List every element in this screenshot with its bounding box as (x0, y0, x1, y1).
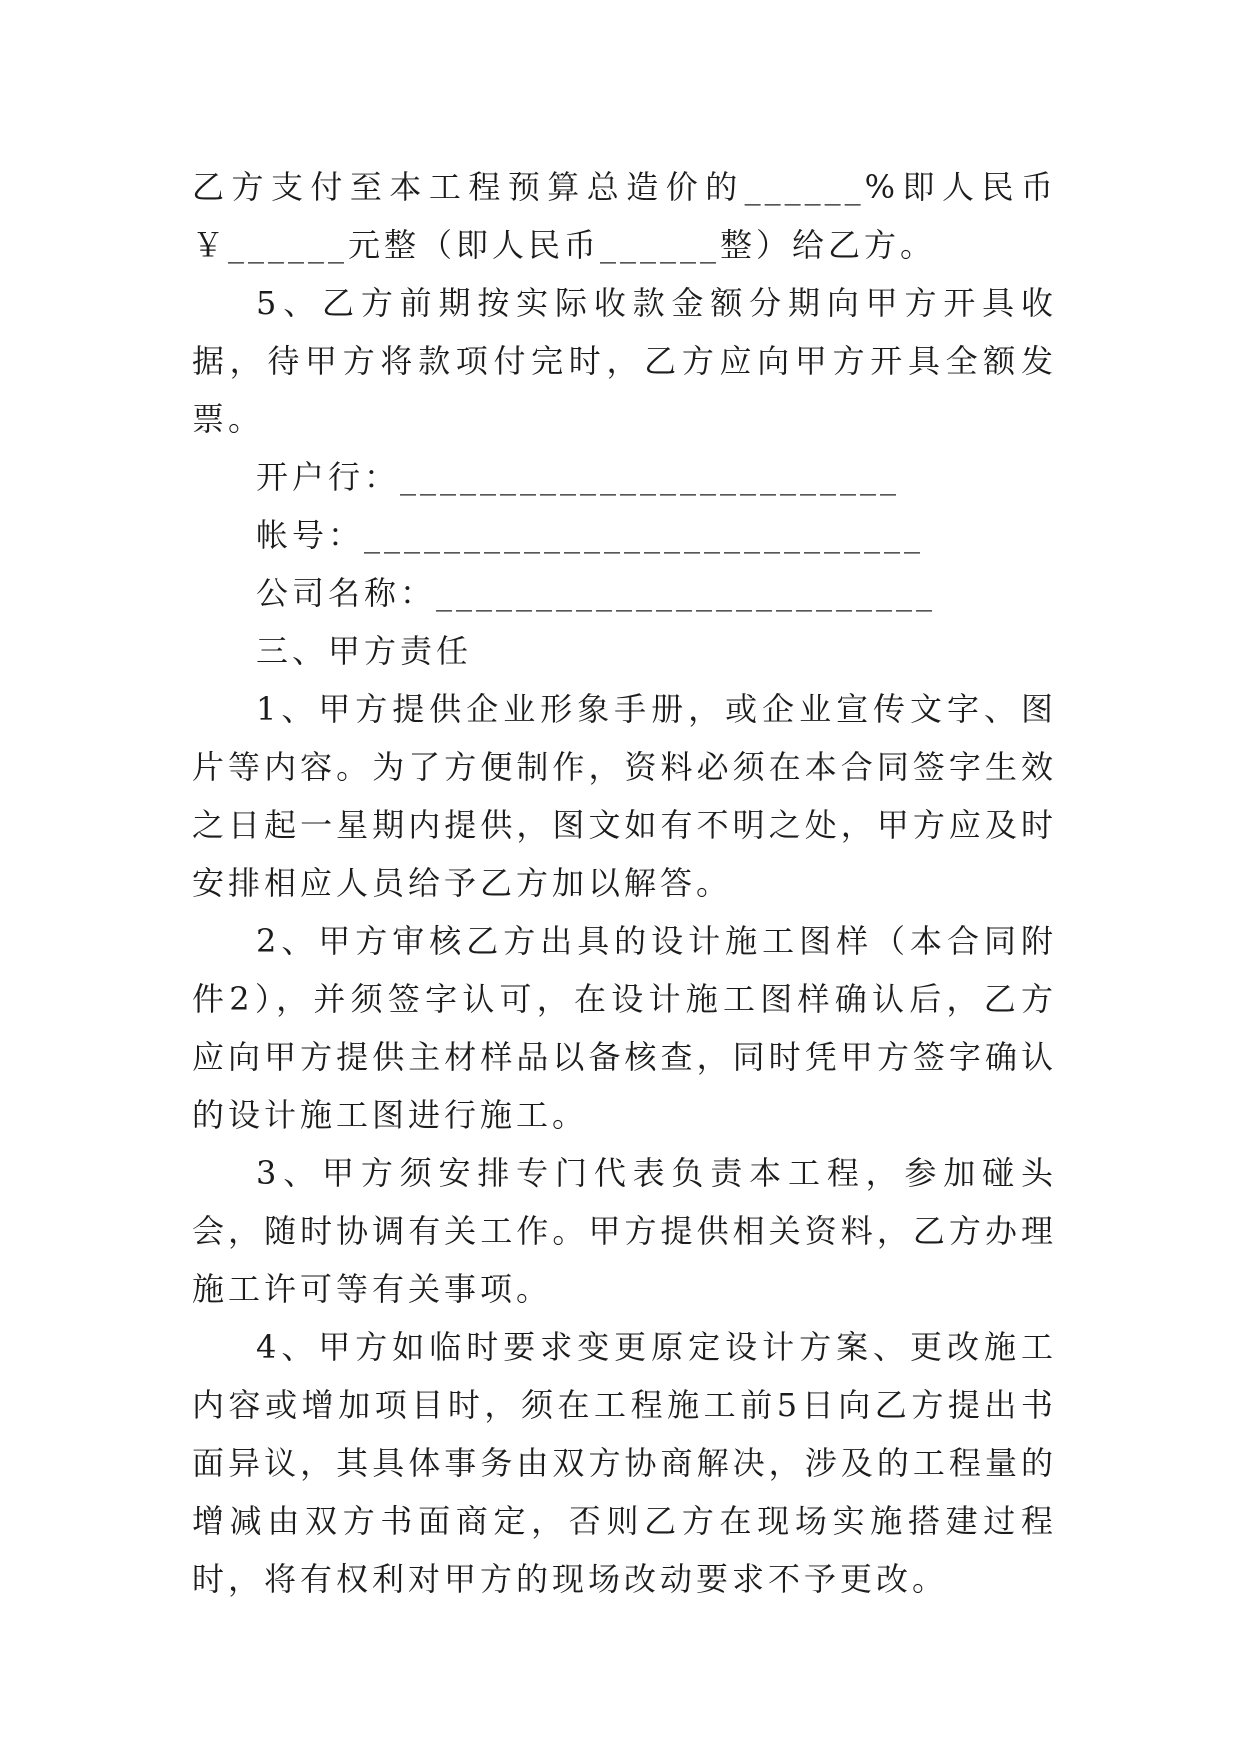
clause-2-paragraph: 2、甲方审核乙方出具的设计施工图样（本合同附件2），并须签字认可，在设计施工图样确认后，乙方应向甲方提供主材样品以备核查，同时凭甲方签字确认的设计施工图进行施工。 (192, 922, 1057, 1134)
invoice-clause-paragraph: 5、乙方前期按实际收款金额分期向甲方开具收据，待甲方将款项付完时，乙方应向甲方开具全额发票。 (192, 284, 1057, 438)
clause-1-paragraph: 1、甲方提供企业形象手册，或企业宣传文字、图片等内容。为了方便制作，资料必须在本合同签字生效之日起一星期内提供，图文如有不明之处，甲方应及时安排相应人员给予乙方加以解答。 (192, 690, 1057, 902)
bank-name-field: 开户行：_________________________ (256, 458, 901, 496)
clause-4-paragraph: 4、甲方如临时要求变更原定设计方案、更改施工内容或增加项目时，须在工程施工前5日向乙方提出书面异议，其具体事务由双方协商解决，涉及的工程量的增减由双方书面商定，否则乙方在现场实施搭建过程时，将有权利对甲方的现场改动要求不予更改。 (192, 1328, 1057, 1598)
company-name-field: 公司名称：_________________________ (256, 574, 937, 612)
document-page (192, 158, 1057, 1608)
payment-amount-paragraph: 乙方支付至本工程预算总造价的______%即人民币￥______元整（即人民币______整）给乙方。 (192, 168, 1057, 264)
clause-3-paragraph: 3、甲方须安排专门代表负责本工程，参加碰头会，随时协调有关工作。甲方提供相关资料，乙方办理施工许可等有关事项。 (192, 1154, 1057, 1308)
section-heading: 三、甲方责任 (256, 632, 473, 670)
account-number-field: 帐号：____________________________ (256, 516, 925, 554)
